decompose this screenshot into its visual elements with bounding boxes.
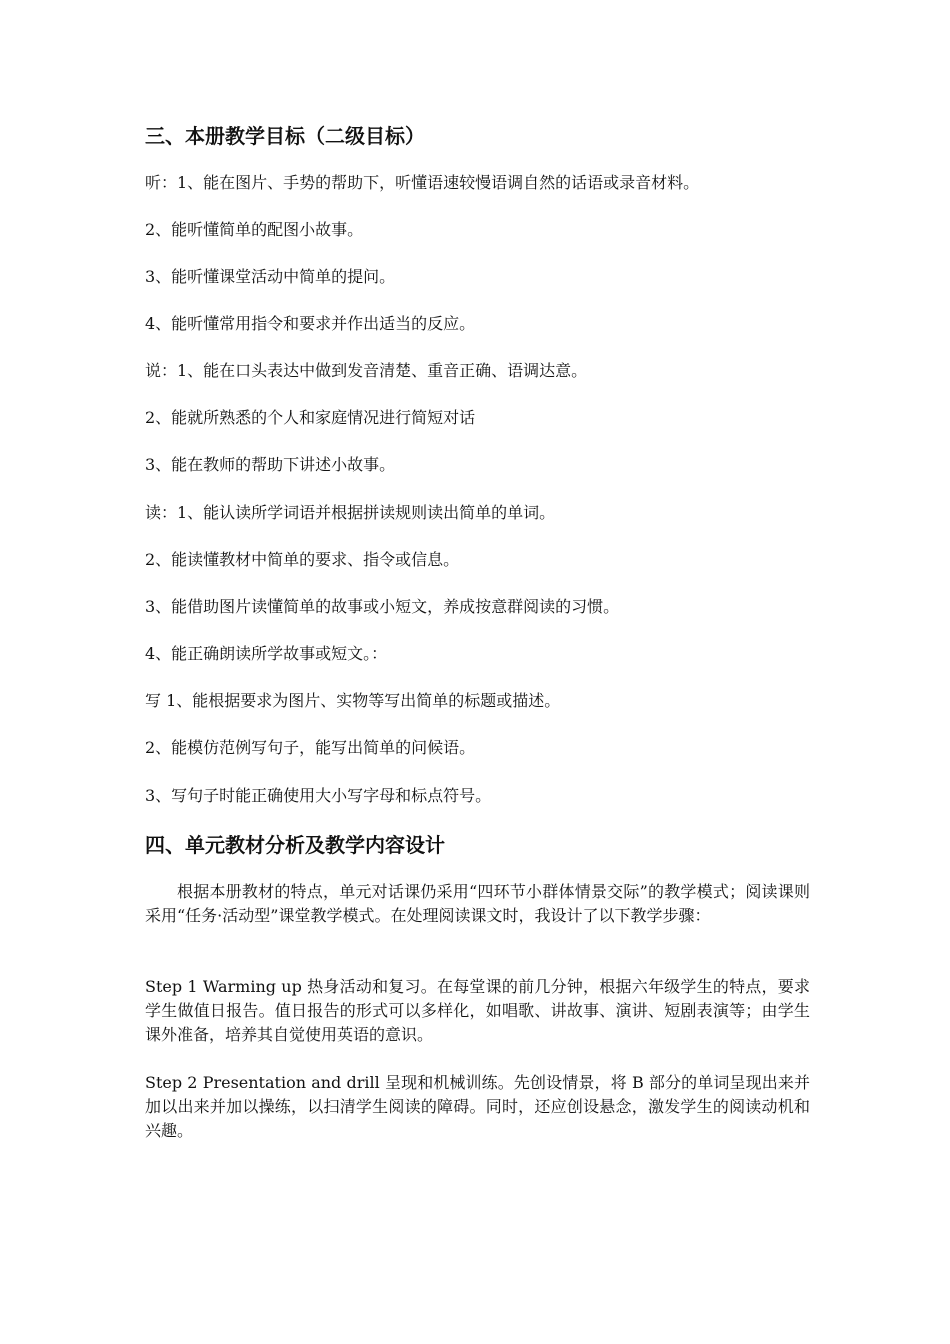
goal-line: 听：1、能在图片、手势的帮助下，听懂语速较慢语调自然的话语或录音材料。 xyxy=(145,173,700,192)
goal-line: 读：1、能认读所学词语并根据拼读规则读出简单的单词。 xyxy=(145,503,556,522)
goal-line: 4、能听懂常用指令和要求并作出适当的反应。 xyxy=(145,314,476,333)
step-2-paragraph: Step 2 Presentation and drill 呈现和机械训练。先创设情景，将 B 部分的单词呈现出来并加以出来并加以操练，以扫清学生阅读的障碍。同时，还应创设悬念，激发学生的阅读动机和兴趣。 xyxy=(145,1073,810,1140)
goal-line: 2、能读懂教材中简单的要求、指令或信息。 xyxy=(145,550,460,569)
goal-line: 3、能听懂课堂活动中简单的提问。 xyxy=(145,267,396,286)
goal-line: 写 1、能根据要求为图片、实物等写出简单的标题或描述。 xyxy=(145,691,561,710)
intro-paragraph: 根据本册教材的特点，单元对话课仍采用“四环节小群体情景交际”的教学模式；阅读课则采用“任务·活动型”课堂教学模式。在处理阅读课文时，我设计了以下教学步骤： xyxy=(145,882,810,925)
goal-line: 3、能借助图片读懂简单的故事或小短文，养成按意群阅读的习惯。 xyxy=(145,597,620,616)
goal-line: 说：1、能在口头表达中做到发音清楚、重音正确、语调达意。 xyxy=(145,361,588,380)
goal-line: 2、能模仿范例写句子，能写出简单的问候语。 xyxy=(145,738,476,757)
step-1-paragraph: Step 1 Warming up 热身活动和复习。在每堂课的前几分钟，根据六年级学生的特点，要求学生做值日报告。值日报告的形式可以多样化，如唱歌、讲故事、演讲、短剧表演等；由学生课外准备，培养其自觉使用英语的意识。 xyxy=(145,977,810,1044)
goal-line: 2、能听懂简单的配图小故事。 xyxy=(145,220,364,239)
section-4-heading: 四、单元教材分析及教学内容设计 xyxy=(145,833,445,857)
goal-line: 3、能在教师的帮助下讲述小故事。 xyxy=(145,455,396,474)
goal-line: 3、写句子时能正确使用大小写字母和标点符号。 xyxy=(145,786,492,805)
section-3-heading: 三、本册教学目标（二级目标） xyxy=(145,124,425,148)
goal-line: 4、能正确朗读所学故事或短文。： xyxy=(145,644,388,663)
goal-line: 2、能就所熟悉的个人和家庭情况进行简短对话 xyxy=(145,408,476,427)
